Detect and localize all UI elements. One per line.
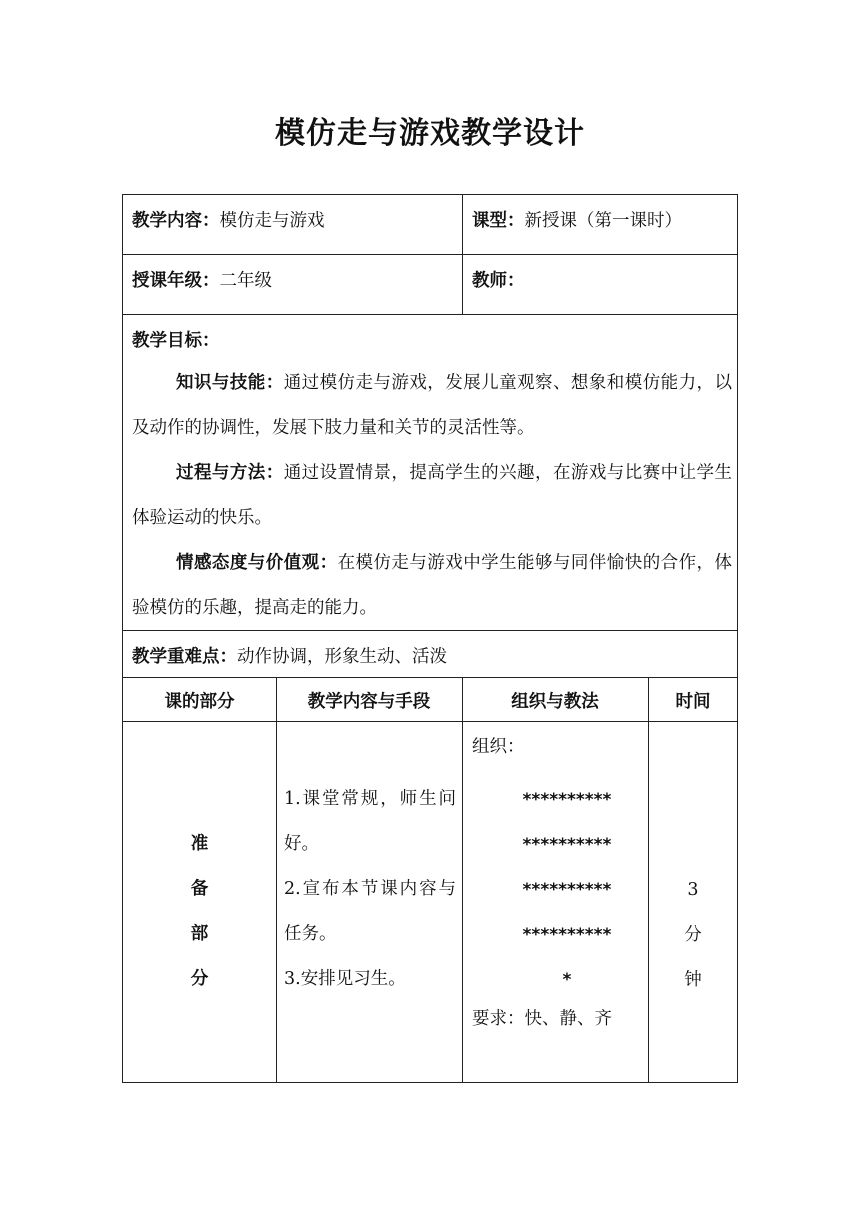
grade-cell	[132, 267, 452, 292]
teacher-cell	[472, 267, 734, 292]
grade-value: 二年级	[219, 271, 272, 291]
teacher-marker: *	[562, 970, 572, 990]
header-time: 时间	[675, 692, 711, 712]
type-label: 课型：	[472, 211, 525, 231]
knowledge-text: 通过模仿走与游戏，发展儿童观察、想象和模仿能力，以及动作的协调性，发展下肢力量和关节的灵活性等。	[132, 373, 733, 438]
formation-row: **********	[522, 925, 612, 945]
requirement: 要求：快、静、齐	[472, 1009, 612, 1029]
time-unit-char: 钟	[684, 970, 702, 990]
teacher-label: 教师：	[472, 271, 525, 291]
content-item: 1.课堂常规，师生问好。	[284, 789, 456, 854]
section-name	[122, 822, 277, 1002]
time-value	[648, 868, 738, 1003]
formation	[472, 778, 662, 1003]
key-points-label: 教学重难点：	[132, 647, 237, 667]
content-label: 教学内容：	[132, 211, 220, 231]
content-value: 模仿走与游戏	[219, 211, 325, 231]
section-char: 部	[190, 924, 209, 944]
section-char: 分	[190, 969, 209, 989]
process-text: 通过设置情景，提高学生的兴趣，在游戏与比赛中让学生体验运动的快乐。	[132, 463, 733, 528]
section-char: 准	[190, 834, 209, 854]
goal-knowledge	[132, 361, 732, 451]
key-points-text: 动作协调，形象生动、活泼	[237, 647, 447, 667]
goal-emotion	[132, 541, 732, 631]
content-cell	[132, 207, 452, 232]
header-section: 课的部分	[164, 692, 235, 712]
knowledge-label: 知识与技能：	[176, 373, 284, 393]
formation-row: **********	[522, 835, 612, 855]
emotion-text: 在模仿走与游戏中学生能够与同伴愉快的合作，体验模仿的乐趣，提高走的能力。	[132, 553, 733, 618]
content-item: 2.宣布本节课内容与任务。	[284, 879, 456, 944]
page-title: 模仿走与游戏教学设计	[275, 116, 585, 151]
formation-row: **********	[522, 880, 612, 900]
content-list	[284, 777, 456, 1002]
type-value: 新授课（第一课时）	[524, 211, 682, 231]
section-char: 备	[190, 879, 209, 899]
goals-heading: 教学目标：	[132, 331, 220, 351]
process-label: 过程与方法：	[176, 463, 284, 483]
type-cell	[472, 207, 734, 232]
content-item: 3.安排见习生。	[284, 969, 406, 989]
formation-row: **********	[522, 790, 612, 810]
key-points	[132, 643, 732, 668]
time-number: 3	[687, 880, 699, 900]
header-content: 教学内容与手段	[307, 692, 431, 712]
org-label: 组织：	[472, 737, 525, 757]
header-organization: 组织与教法	[511, 692, 599, 712]
emotion-label: 情感态度与价值观：	[176, 553, 338, 573]
time-unit-char: 分	[684, 925, 702, 945]
goal-process	[132, 451, 732, 541]
grade-label: 授课年级：	[132, 271, 220, 291]
